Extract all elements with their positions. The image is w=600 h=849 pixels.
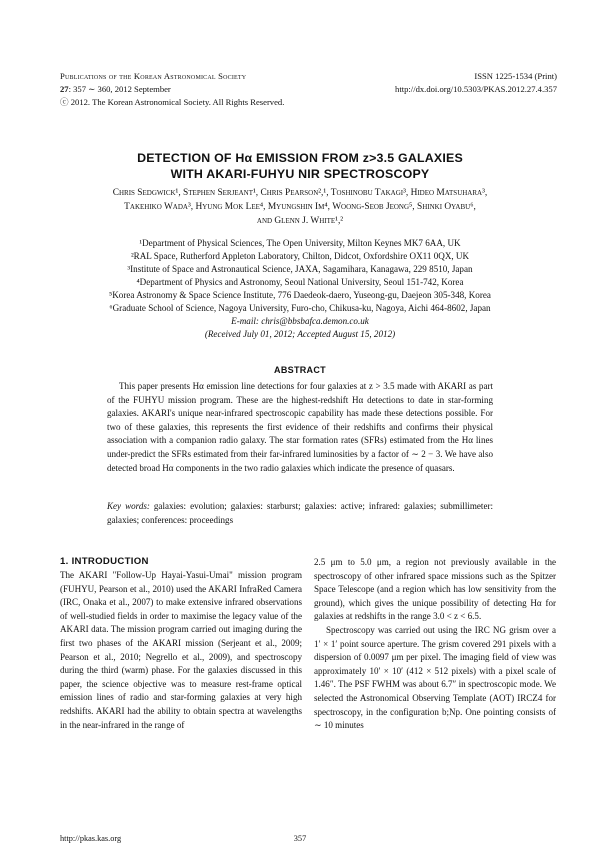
pages-date: : 357 ∼ 360, 2012 September — [68, 84, 171, 94]
authors-line-1: Chris Sedgwick¹, Stephen Serjeant¹, Chris Pearson²,¹, Toshinobu Takagi³, Hideo Matsuhara³, — [112, 188, 488, 198]
affiliations — [40, 237, 560, 341]
page-number: 357 — [293, 834, 307, 843]
affiliation-1: ¹Department of Physical Sciences, The Open University, Milton Keynes MK7 6AA, UK — [139, 238, 461, 248]
received-dates: (Received July 01, 2012; Accepted August 15, 2012) — [204, 329, 396, 339]
running-header-left — [60, 70, 284, 109]
volume-number: 27 — [60, 84, 69, 94]
copyright-line: ⓒ 2012. The Korean Astronomical Society. All Rights Reserved. — [60, 97, 285, 107]
affiliation-5: ⁵Korea Astronomy & Space Science Institute, 776 Daedeok-daero, Yuseong-gu, Daejeon 305-348, Korea — [109, 290, 491, 300]
paper-title — [40, 150, 560, 182]
title-line-2: WITH AKARI-FUHYU NIR SPECTROSCOPY — [170, 167, 430, 181]
affiliation-4: ⁴Department of Physics and Astronomy, Seoul National University, Seoul 151-742, Korea — [136, 277, 464, 287]
title-line-1: DETECTION OF Hα EMISSION FROM z>3.5 GALAXIES — [137, 151, 463, 165]
authors-line-3: and Glenn J. White¹,² — [256, 216, 344, 226]
keywords-text: galaxies: evolution; galaxies: starburst; galaxies: active; infrared: galaxies; submillimeter: galaxies; conferences: proceedings — [107, 501, 493, 525]
intro-paragraph-1: The AKARI "Follow-Up Hayai-Yasui-Umai" mission program (FUHYU, Pearson et al., 2010) used the AKARI InfraRed Camera (IRC, Onaka et al., 2007) to make extensive infrared observations of well-studied fields in order to maximise the legacy value of the AKARI data. The mission program carried out imaging during the first two phases of the AKARI mission (Serjeant et al., 2009; Pearson et al., 2010; Negrello et al., 2009), and spectroscopy during the third (warm) phase. For the galaxies discussed in this paper, the science objective was to measure rest-frame optical emission lines of radio and star-forming galaxies at very high redshifts. AKARI had the ability to obtain spectra at wavelengths in the near-infrared in the range of — [60, 570, 302, 730]
email-line: E-mail: chris@bbsbafca.demon.co.uk — [231, 316, 369, 326]
footer-journal-url[interactable]: http://pkas.kas.org — [60, 834, 122, 843]
section-heading-introduction: 1. INTRODUCTION — [60, 556, 149, 567]
issn: ISSN 1225-1534 (Print) — [474, 71, 557, 81]
intro-paragraph-1-continued: 2.5 μm to 5.0 μm, a region not previously available in the spectroscopy of other infrared space missions such as the Spitzer Space Telescope (and a region which has low sensitivity from the ground), which gives the unique possibility of detecting Hα for galaxies at redshifts in the range 3.0 < z < 6.5. — [314, 557, 556, 622]
intro-paragraph-2: Spectroscopy was carried out using the IRC NG grism over a 1′ × 1′ point source aperture. The grism covered 291 pixels with a dispersion of 0.0097 μm per pixel. The imaging field of view was approximately 10′ × 10′ (412 × 512 pixels) with a pixel scale of 1.46″. The PSF FWHM was about 6.7″ in spectroscopic mode. We selected the Astronomical Observing Template (AOT) IRCZ4 for spectroscopy, in the configuration b;Np. One pointing consists of ∼ 10 minutes — [314, 624, 556, 731]
affiliation-6: ⁶Graduate School of Science, Nagoya University, Furo-cho, Chikusa-ku, Nagoya, Aichi 464-8602, Japan — [109, 303, 491, 313]
affiliation-2: ²RAL Space, Rutherford Appleton Laboratory, Chilton, Didcot, Oxfordshire OX11 0QX, UK — [130, 251, 470, 261]
running-header-right — [395, 70, 557, 96]
column-right — [314, 556, 556, 733]
abstract-heading: ABSTRACT — [274, 365, 326, 375]
column-left — [60, 569, 302, 732]
journal-name: Publications of the Korean Astronomical Society — [60, 71, 247, 81]
affiliation-3: ³Institute of Space and Astronautical Science, JAXA, Sagamihara, Kanagawa, 229 8510, Japan — [127, 264, 473, 274]
keywords-label: Key words: — [107, 501, 150, 511]
doi-link[interactable]: http://dx.doi.org/10.5303/PKAS.2012.27.4.357 — [395, 84, 557, 94]
authors-line-2: Takehiko Wada³, Hyung Mok Lee⁴, Myungshin Im⁴, Woong-Seob Jeong⁵, Shinki Oyabu⁶, — [124, 202, 476, 212]
volume-line — [60, 83, 284, 96]
keywords — [107, 500, 493, 527]
author-list — [40, 186, 560, 228]
abstract-text: This paper presents Hα emission line detections for four galaxies at z > 3.5 made with AKARI as part of the FUHYU mission program. These are the highest-redshift Hα detections to date in star-forming galaxies. AKARI's unique near-infrared spectroscopic capability has made these detections possible. For two of these galaxies, this represents the first evidence of their redshifts and confirms their physical association with a companion radio galaxy. The star formation rates (SFRs) estimated from the Hα lines under-predict the SFRs estimated from their far-infrared luminosities by a factor of ∼ 2 − 3. We have also detected broad Hα components in the two radio galaxies which indicate the presence of quasars. — [107, 381, 493, 473]
